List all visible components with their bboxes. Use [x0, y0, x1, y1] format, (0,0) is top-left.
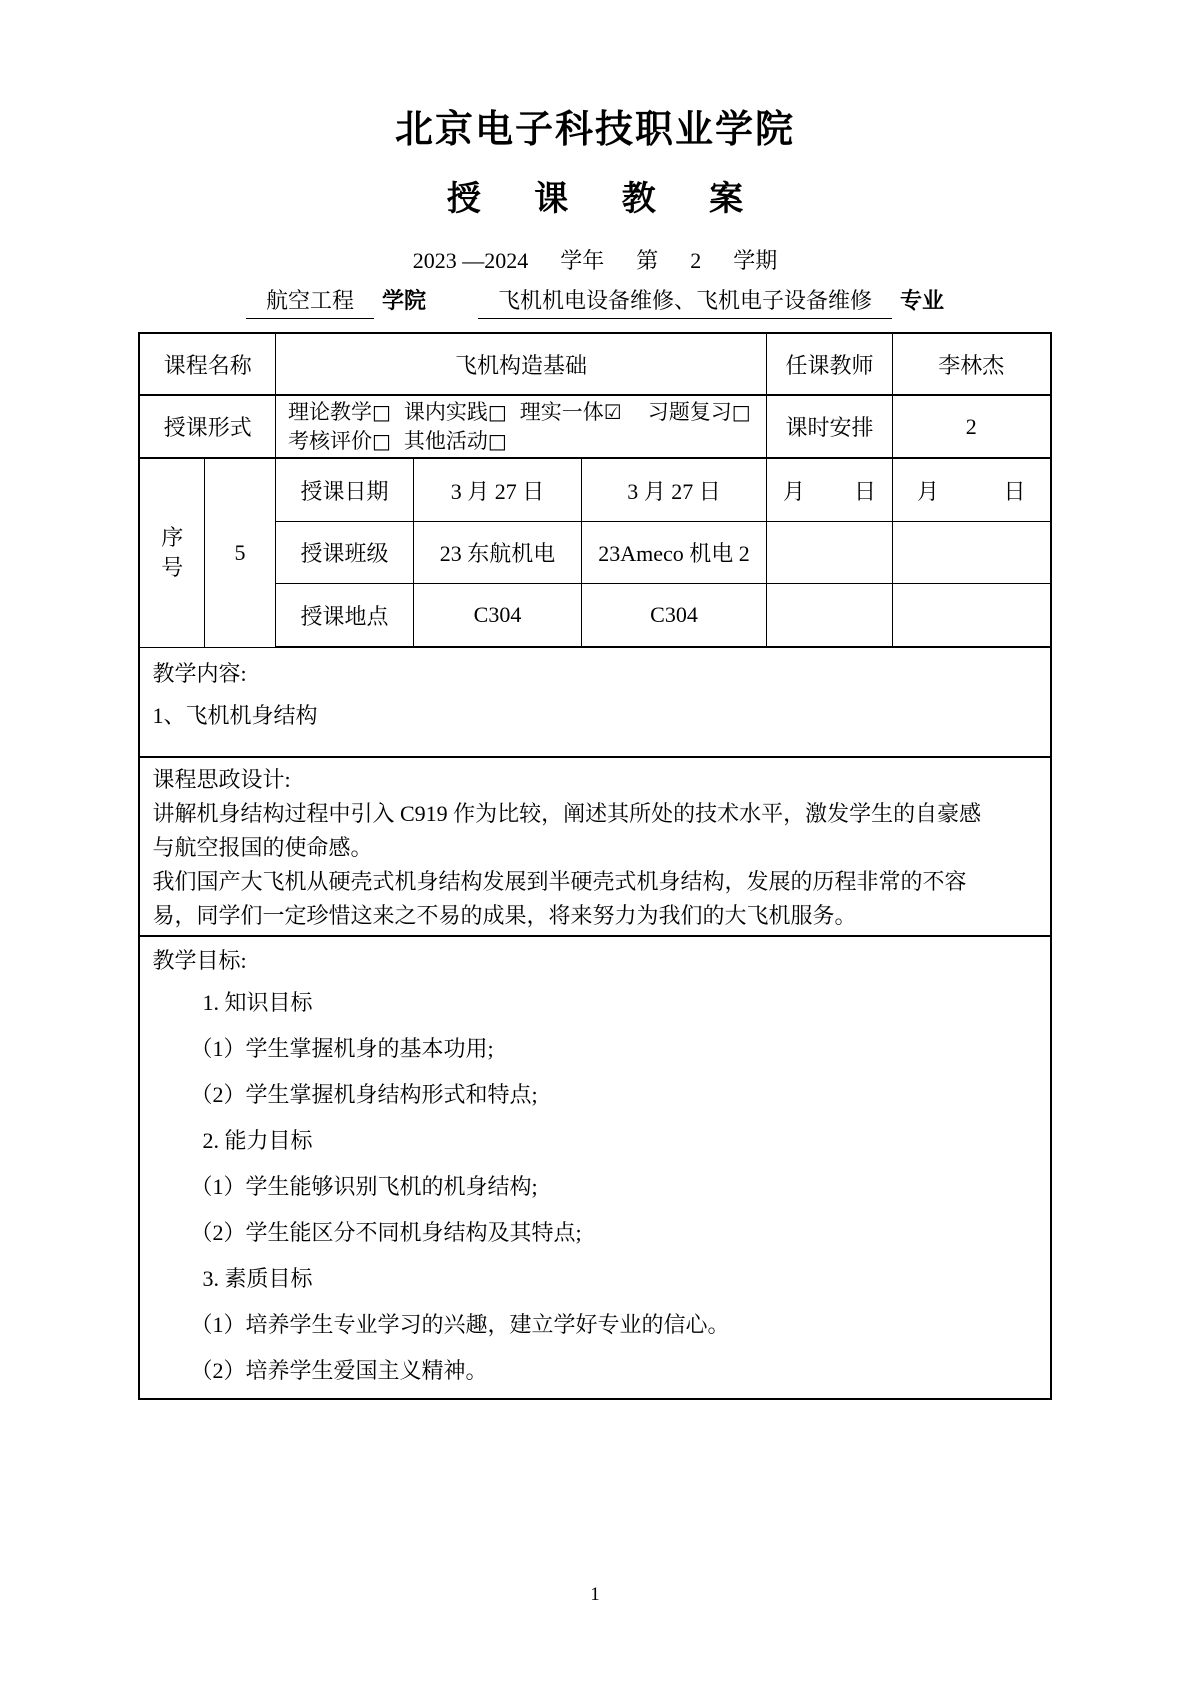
checkbox-icon: □: [371, 428, 391, 453]
form-options-line2: [288, 427, 766, 456]
objective-item: 2. 能力目标: [202, 1128, 313, 1153]
month-label: 月: [783, 478, 806, 504]
objective-item: （2）学生能区分不同机身结构及其特点;: [190, 1220, 582, 1245]
class-label: 授课班级: [275, 522, 413, 584]
objectives-row: [139, 936, 1050, 1399]
checkbox-icon: □: [487, 399, 507, 424]
checkbox-theory-practice-integrated: 理实一体☑: [519, 399, 622, 424]
checkbox-assessment: 考核评价□: [287, 428, 391, 453]
class-session2: 23Ameco 机电 2: [581, 522, 766, 584]
teaching-content-item: 1、飞机机身结构: [152, 703, 318, 728]
lesson-plan-table: [138, 332, 1051, 1400]
college-label: 学院: [381, 288, 426, 313]
ideology-cell: [139, 757, 1050, 936]
day-label: 日: [854, 478, 877, 504]
objective-item: （1）学生掌握机身的基本功用;: [190, 1036, 494, 1061]
date-session2: 3 月 27 日: [581, 458, 766, 522]
date-blank2: [893, 458, 1051, 522]
date-row: [139, 458, 1050, 522]
school-title: 北京电子科技职业学院: [394, 109, 795, 151]
objective-item: （2）学生掌握机身结构形式和特点;: [190, 1082, 538, 1107]
ideology-text-line: 我们国产大飞机从硬壳式机身结构发展到半硬壳式机身结构，发展的历程非常的不容: [152, 869, 967, 894]
room-blank1: [767, 584, 893, 648]
room-row: [139, 584, 1050, 648]
hours-value: 2: [893, 395, 1051, 458]
objective-item: 3. 素质目标: [202, 1266, 313, 1291]
date-label: 授课日期: [275, 458, 413, 522]
date-blank1: [767, 458, 893, 522]
checkbox-theory: 理论教学□: [287, 399, 391, 424]
document-title: 授 课 教 案: [446, 180, 766, 218]
teaching-content-row: [139, 647, 1050, 757]
class-session1: 23 东航机电: [413, 522, 581, 584]
teaching-form-label: 授课形式: [139, 395, 275, 458]
objectives-heading: 教学目标:: [152, 948, 247, 973]
index-label: 序号: [161, 524, 184, 580]
semester-line: [0, 246, 1190, 276]
hours-label: 课时安排: [767, 395, 893, 458]
room-session2: C304: [581, 584, 766, 648]
date-session1: 3 月 27 日: [413, 458, 581, 522]
term-prefix: 第: [636, 248, 659, 273]
year-label: 学年: [560, 248, 605, 273]
objective-item: （1）培养学生专业学习的兴趣，建立学好专业的信心。: [190, 1312, 730, 1337]
class-row: [139, 522, 1050, 584]
ideology-text-line: 讲解机身结构过程中引入 C919 作为比较，阐述其所处的技术水平，激发学生的自豪感: [152, 801, 982, 826]
form-options-line1: [288, 398, 766, 427]
checkbox-exercise-review: 习题复习□: [647, 399, 751, 424]
college-name: 航空工程: [246, 285, 374, 319]
room-session1: C304: [413, 584, 581, 648]
teacher-value: 李林杰: [893, 333, 1051, 395]
teaching-form-options: [275, 395, 766, 458]
major-names: 飞机机电设备维修、飞机电子设备维修: [478, 285, 892, 319]
teaching-content-heading: 教学内容:: [152, 661, 247, 686]
teaching-form-row: [139, 395, 1050, 458]
checkbox-other-activity: 其他活动□: [403, 428, 507, 453]
objective-item: 1. 知识目标: [202, 990, 313, 1015]
checkbox-icon: □: [731, 399, 751, 424]
ideology-heading: 课程思政设计:: [152, 767, 291, 792]
checkbox-icon: □: [487, 428, 507, 453]
teacher-label: 任课教师: [767, 333, 893, 395]
checkbox-inclass-practice: 课内实践□: [403, 399, 507, 424]
ideology-text-line: 易，同学们一定珍惜这来之不易的成果，将来努力为我们的大飞机服务。: [152, 903, 857, 928]
course-row: [139, 333, 1050, 395]
term-suffix: 学期: [733, 248, 778, 273]
major-label: 专业: [900, 288, 945, 313]
teaching-content-cell: [139, 647, 1050, 757]
checked-checkbox-icon: ☑: [603, 399, 622, 424]
index-value: 5: [204, 458, 275, 647]
room-blank2: [893, 584, 1051, 648]
objective-item: （2）培养学生爱国主义精神。: [190, 1358, 488, 1383]
checkbox-icon: □: [371, 399, 391, 424]
room-label: 授课地点: [275, 584, 413, 648]
index-label-cell: [139, 458, 204, 647]
academic-years: 2023 —2024: [412, 248, 529, 273]
ideology-text-line: 与航空报国的使命感。: [152, 835, 373, 860]
course-name-label: 课程名称: [139, 333, 275, 395]
objective-item: （1）学生能够识别飞机的机身结构;: [190, 1174, 538, 1199]
course-name-value: 飞机构造基础: [275, 333, 766, 395]
class-blank1: [767, 522, 893, 584]
term-number: 2: [690, 248, 702, 273]
page-number: 1: [590, 1584, 600, 1605]
department-line: [0, 285, 1190, 319]
day-label: 日: [1003, 478, 1026, 504]
ideology-row: [139, 757, 1050, 936]
objectives-cell: [139, 936, 1050, 1399]
class-blank2: [893, 522, 1051, 584]
month-label: 月: [917, 478, 940, 504]
